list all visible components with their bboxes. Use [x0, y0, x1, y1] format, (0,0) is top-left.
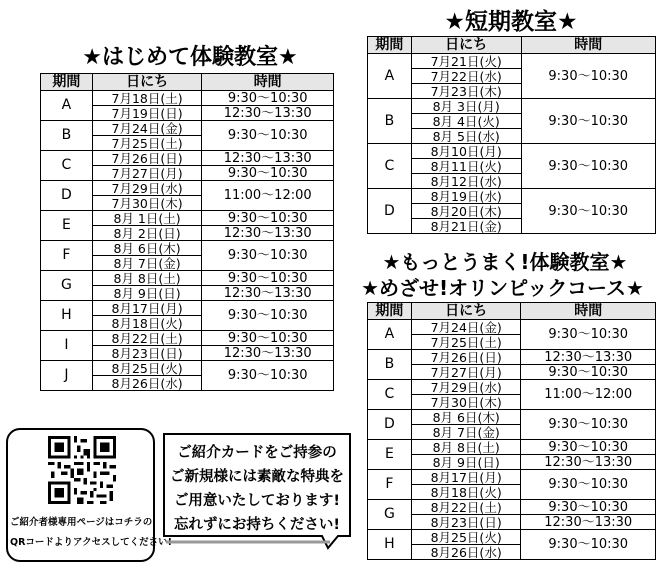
- date-cell: 8月 6日(木): [411, 410, 521, 425]
- period-cell: C: [41, 151, 93, 181]
- period-cell: B: [368, 99, 412, 144]
- bubble-line-3: ご用意いたしております!: [173, 493, 341, 509]
- time-cell: 9:30〜10:30: [202, 331, 334, 346]
- time-cell: 9:30〜10:30: [521, 99, 656, 144]
- date-cell: 8月17日(月): [411, 470, 521, 485]
- table-row: [41, 241, 334, 256]
- date-cell: 7月27日(月): [92, 166, 202, 181]
- time-cell: 9:30〜10:30: [202, 166, 334, 181]
- period-cell: H: [41, 301, 93, 331]
- time-cell: 9:30〜10:30: [521, 144, 656, 189]
- time-cell: 9:30〜10:30: [202, 361, 334, 391]
- period-cell: F: [41, 241, 93, 271]
- period-cell: G: [368, 500, 412, 530]
- date-cell: 8月17日(月): [92, 301, 202, 316]
- period-cell: A: [41, 91, 93, 121]
- hajimete-title: ★はじめて体験教室★: [82, 45, 298, 70]
- period-cell: C: [368, 144, 412, 189]
- time-cell: 12:30〜13:30: [521, 455, 656, 470]
- hajimete-schedule-table: [40, 73, 334, 391]
- column-header: 期間: [41, 74, 93, 91]
- date-cell: 8月23日(日): [411, 515, 521, 530]
- time-cell: 9:30〜10:30: [521, 189, 656, 234]
- column-header: 日にち: [411, 37, 521, 54]
- date-cell: 8月 1日(土): [92, 211, 202, 226]
- table-row: [368, 144, 656, 159]
- table-row: [368, 470, 656, 485]
- date-cell: 8月11日(火): [411, 159, 521, 174]
- date-cell: 8月 6日(木): [92, 241, 202, 256]
- date-cell: 8月20日(木): [411, 204, 521, 219]
- time-cell: 11:00〜12:00: [521, 380, 656, 410]
- bubble-line-4: 忘れずにお持ちください!: [173, 517, 341, 533]
- olympic-title: ★めざせ!オリンピックコース★: [361, 276, 644, 300]
- date-cell: 7月21日(火): [411, 54, 521, 69]
- time-cell: 9:30〜10:30: [521, 530, 656, 560]
- date-cell: 8月 2日(日): [92, 226, 202, 241]
- table-row: [368, 365, 656, 380]
- period-cell: H: [368, 530, 412, 560]
- table-header-row: [368, 37, 656, 54]
- qr-code-box: [6, 428, 172, 562]
- date-cell: 7月26日(日): [92, 151, 202, 166]
- date-cell: 8月25日(火): [92, 361, 202, 376]
- time-cell: 12:30〜13:30: [202, 346, 334, 361]
- date-cell: 7月29日(水): [92, 181, 202, 196]
- period-cell: D: [368, 189, 412, 234]
- column-header: 時間: [521, 37, 656, 54]
- date-cell: 8月 8日(土): [411, 440, 521, 455]
- time-cell: 9:30〜10:30: [202, 241, 334, 271]
- table-row: [368, 99, 656, 114]
- table-row: [41, 91, 334, 106]
- time-cell: 9:30〜10:30: [202, 121, 334, 151]
- column-header: 期間: [368, 303, 412, 320]
- table-row: [368, 380, 656, 395]
- time-cell: 9:30〜10:30: [202, 271, 334, 286]
- date-cell: 8月 8日(土): [92, 271, 202, 286]
- period-cell: E: [41, 211, 93, 241]
- motto-title: ★もっとうまく!体験教室★: [382, 250, 628, 274]
- column-header: 期間: [368, 37, 412, 54]
- period-cell: C: [368, 380, 412, 410]
- period-cell: D: [41, 181, 93, 211]
- date-cell: 8月23日(日): [92, 346, 202, 361]
- period-cell: B: [368, 350, 412, 380]
- date-cell: 7月29日(水): [411, 380, 521, 395]
- date-cell: 8月18日(火): [411, 485, 521, 500]
- table-row: [41, 301, 334, 316]
- date-cell: 8月18日(火): [92, 316, 202, 331]
- time-cell: 9:30〜10:30: [521, 500, 656, 515]
- date-cell: 8月26日(水): [92, 376, 202, 391]
- date-cell: 7月24日(金): [411, 320, 521, 335]
- date-cell: 8月19日(水): [411, 189, 521, 204]
- qr-caption-line1: ご紹介者様専用ページはコチラの: [10, 517, 153, 528]
- period-cell: I: [41, 331, 93, 361]
- time-cell: 9:30〜10:30: [521, 440, 656, 455]
- table-row: [41, 211, 334, 226]
- table-row: [41, 331, 334, 346]
- motto-schedule-table: [367, 302, 656, 560]
- table-row: [368, 530, 656, 545]
- column-header: 日にち: [92, 74, 202, 91]
- column-header: 時間: [521, 303, 656, 320]
- date-cell: 7月24日(金): [92, 121, 202, 136]
- period-cell: J: [41, 361, 93, 391]
- bubble-line-1: ご紹介カードをご持参の: [177, 445, 337, 461]
- qr-caption-line2: QRコードよりアクセスしてください!: [10, 537, 172, 548]
- bubble-line-2: ご新規様には素敵な特典を: [170, 469, 344, 485]
- time-cell: 12:30〜13:30: [202, 286, 334, 301]
- date-cell: 7月27日(月): [411, 365, 521, 380]
- date-cell: 7月23日(木): [411, 84, 521, 99]
- table-header-row: [41, 74, 334, 91]
- time-cell: 9:30〜10:30: [521, 365, 656, 380]
- table-row: [368, 515, 656, 530]
- time-cell: 9:30〜10:30: [521, 470, 656, 500]
- date-cell: 8月 7日(金): [411, 425, 521, 440]
- time-cell: 12:30〜13:30: [202, 106, 334, 121]
- time-cell: 12:30〜13:30: [521, 515, 656, 530]
- table-row: [368, 350, 656, 365]
- time-cell: 9:30〜10:30: [521, 320, 656, 350]
- date-cell: 8月 5日(水): [411, 129, 521, 144]
- time-cell: 9:30〜10:30: [521, 410, 656, 440]
- table-row: [41, 271, 334, 286]
- column-header: 時間: [202, 74, 334, 91]
- date-cell: 7月26日(日): [411, 350, 521, 365]
- date-cell: 8月 9日(日): [92, 286, 202, 301]
- table-row: [368, 440, 656, 455]
- table-row: [41, 121, 334, 136]
- tanki-title: ★短期教室★: [444, 9, 578, 35]
- date-cell: 7月25日(土): [411, 335, 521, 350]
- date-cell: 8月12日(水): [411, 174, 521, 189]
- date-cell: 8月21日(金): [411, 219, 521, 234]
- table-row: [368, 500, 656, 515]
- time-cell: 11:00〜12:00: [202, 181, 334, 211]
- time-cell: 12:30〜13:30: [202, 226, 334, 241]
- table-row: [368, 54, 656, 69]
- date-cell: 8月26日(水): [411, 545, 521, 560]
- time-cell: 9:30〜10:30: [202, 301, 334, 331]
- table-row: [41, 151, 334, 166]
- table-row: [368, 410, 656, 425]
- time-cell: 9:30〜10:30: [521, 54, 656, 99]
- table-row: [41, 361, 334, 376]
- period-cell: D: [368, 410, 412, 440]
- table-row: [368, 189, 656, 204]
- time-cell: 12:30〜13:30: [202, 151, 334, 166]
- qr-code[interactable]: [48, 436, 116, 504]
- date-cell: 8月22日(土): [92, 331, 202, 346]
- column-header: 日にち: [411, 303, 521, 320]
- date-cell: 7月30日(木): [92, 196, 202, 211]
- period-cell: G: [41, 271, 93, 301]
- date-cell: 8月 9日(日): [411, 455, 521, 470]
- period-cell: A: [368, 320, 412, 350]
- table-row: [41, 181, 334, 196]
- date-cell: 7月25日(土): [92, 136, 202, 151]
- date-cell: 7月22日(水): [411, 69, 521, 84]
- date-cell: 8月22日(土): [411, 500, 521, 515]
- time-cell: 12:30〜13:30: [521, 350, 656, 365]
- table-row: [368, 455, 656, 470]
- date-cell: 7月19日(日): [92, 106, 202, 121]
- period-cell: A: [368, 54, 412, 99]
- date-cell: 8月 7日(金): [92, 256, 202, 271]
- period-cell: E: [368, 440, 412, 470]
- date-cell: 7月18日(土): [92, 91, 202, 106]
- time-cell: 9:30〜10:30: [202, 91, 334, 106]
- date-cell: 7月30日(木): [411, 395, 521, 410]
- table-row: [368, 320, 656, 335]
- table-header-row: [368, 303, 656, 320]
- time-cell: 9:30〜10:30: [202, 211, 334, 226]
- date-cell: 8月10日(月): [411, 144, 521, 159]
- date-cell: 8月25日(火): [411, 530, 521, 545]
- date-cell: 8月 3日(月): [411, 99, 521, 114]
- date-cell: 8月 4日(火): [411, 114, 521, 129]
- period-cell: F: [368, 470, 412, 500]
- tanki-schedule-table: [367, 36, 656, 234]
- period-cell: B: [41, 121, 93, 151]
